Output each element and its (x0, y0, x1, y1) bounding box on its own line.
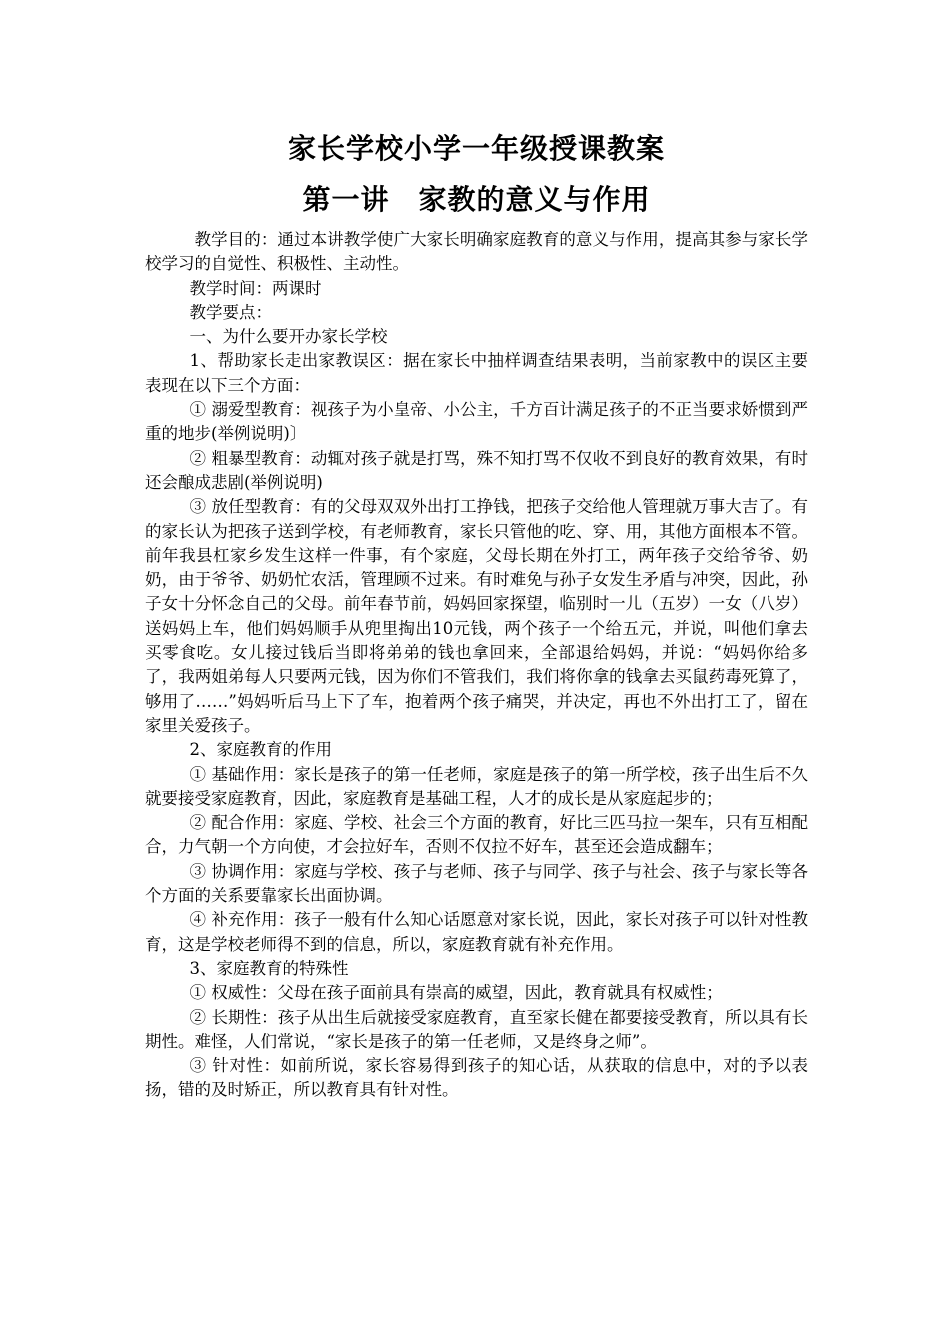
paragraph-long-term: ② 长期性：孩子从出生后就接受家庭教育，直至家长健在都要接受教育，所以具有长期性。难怪，人们常说，“家长是孩子的第一任老师，又是终身之师”。 (145, 1007, 808, 1051)
paragraph-spoiling: ① 溺爱型教育：视孩子为小皇帝、小公主，千方百计满足孩子的不正当要求娇惯到严重的地步(举例说明)〕 (145, 400, 808, 444)
section-heading-1: 一、为什么要开办家长学校 (189, 327, 388, 347)
paragraph-laissez-faire: ③ 放任型教育：有的父母双双外出打工挣钱，把孩子交给他人管理就万事大吉了。有的家长认为把孩子送到学校，有老师教育，家长只管他的吃、穿、用，其他方面根本不管。前年我县杠家乡发生这样一件事，有个家庭，父母长期在外打工，两年孩子交给爷爷、奶奶，由于爷爷、奶奶忙农活，管理顾不过来。有时难免与孙子女发生矛盾与冲突，因此，孙子女十分怀念自己的父母。前年春节前，妈妈回家探望，临别时一儿（五岁）一女（八岁）送妈妈上车，他们妈妈顺手从兜里掏出10元钱，两个孩子一个给五元，并说，叫他们拿去买零食吃。女儿接过钱后当即将弟弟的钱也拿回来，全部退给妈妈，并说：“妈妈你给多了，我两姐弟每人只要两元钱，因为你们不管我们，我们将你拿的钱拿去买鼠药毒死算了，够用了……”妈妈听后马上下了车，抱着两个孩子痛哭，并决定，再也不外出打工了，留在家里关爱孩子。 (145, 497, 808, 735)
document-page (145, 124, 808, 1103)
paragraph-teaching-objective: 教学目的：通过本讲教学使广大家长明确家庭教育的意义与作用，提高其参与家长学校学习的自觉性、积极性、主动性。 (145, 230, 808, 274)
paragraph-foundation-role: ① 基础作用：家长是孩子的第一任老师，家庭是孩子的第一所学校，孩子出生后不久就要接受家庭教育，因此，家庭教育是基础工程，人才的成长是从家庭起步的； (145, 764, 808, 808)
section-heading-3: 3、家庭教育的特殊性 (189, 958, 349, 978)
document-title: 家长学校小学一年级授课教案 (287, 132, 665, 165)
paragraph-cooperation-role: ② 配合作用：家庭、学校、社会三个方面的教育，好比三匹马拉一架车，只有互相配合，力气朝一个方向使，才会拉好车，否则不仅拉不好车，甚至还会造成翻车； (145, 813, 808, 857)
paragraph-coordination-role: ③ 协调作用：家庭与学校、孩子与老师、孩子与同学、孩子与社会、孩子与家长等各个方面的关系要靠家长出面协调。 (145, 861, 808, 906)
paragraph-supplement-role: ④ 补充作用：孩子一般有什么知心话愿意对家长说，因此，家长对孩子可以针对性教育，这是学校老师得不到的信息，所以，家庭教育就有补充作用。 (145, 910, 808, 954)
paragraph-teaching-time: 教学时间：两课时 (189, 278, 322, 298)
paragraph-harsh: ② 粗暴型教育：动辄对孩子就是打骂，殊不知打骂不仅收不到良好的教育效果，有时还会酿成悲剧(举例说明) (145, 448, 808, 492)
paragraph-teaching-points: 教学要点： (189, 302, 273, 322)
section-heading-2: 2、家庭教育的作用 (189, 740, 333, 760)
paragraph-targeted: ③ 针对性：如前所说，家长容易得到孩子的知心话，从获取的信息中，对的予以表扬，错的及时矫正，所以教育具有针对性。 (145, 1056, 808, 1100)
paragraph-misconceptions: 1、帮助家长走出家教误区：据在家长中抽样调查结果表明，当前家教中的误区主要表现在以下三个方面： (145, 351, 808, 395)
paragraph-authority: ① 权威性：父母在孩子面前具有崇高的威望，因此，教育就具有权威性； (189, 983, 723, 1003)
lecture-subtitle: 第一讲 家教的意义与作用 (302, 183, 651, 216)
